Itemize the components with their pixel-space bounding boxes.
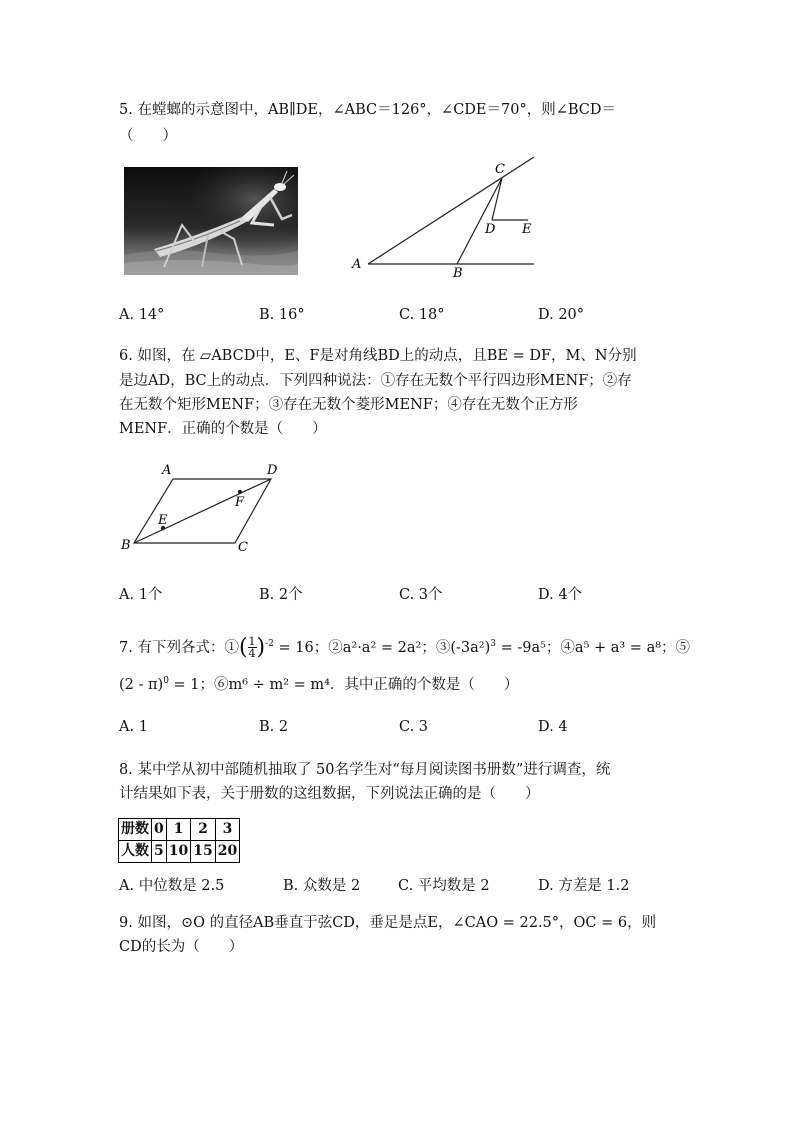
q8-option-b[interactable]: B. 众数是 2 — [283, 878, 361, 894]
q5-option-b[interactable]: B. 16° — [259, 307, 305, 323]
q6-option-a[interactable]: A. 1个 — [119, 587, 163, 603]
q8-stem-line1: 8. 某中学从初中部随机抽取了 50名学生对“每月阅读图书册数”进行调查，统 — [119, 762, 611, 778]
label-C: C — [238, 540, 248, 555]
q7-stem-line1: 7. 有下列各式：①( $\frac{1}{4}$ )$^{-2}$ = 16；②a²·a² = 2a²；$③(-3a^2)^3 = -9a^5$；④a⁵ + a³ = a⁸；⑤ — [119, 634, 691, 661]
table-cell: 2 — [191, 819, 215, 841]
q6-stem-line4: MENF．正确的个数是（ ） — [119, 421, 327, 437]
q6-option-c[interactable]: C. 3个 — [399, 587, 443, 603]
q7-exp-1: -2 — [265, 639, 274, 649]
q6-parallelogram-figure — [118, 460, 283, 555]
label-B: B — [453, 266, 463, 280]
q5-stem-line1: 5. 在螳螂的示意图中，AB∥DE，∠ABC＝126°，∠CDE＝70°，则∠BCD＝ — [119, 102, 616, 118]
q7-exp-3: 3 — [490, 639, 496, 649]
q8-option-c[interactable]: C. 平均数是 2 — [398, 878, 490, 894]
label-A: A — [162, 463, 172, 478]
table-cell: 人数 — [119, 841, 152, 863]
q7-stem-line2 — [119, 673, 518, 694]
q6-option-d[interactable]: D. 4个 — [538, 587, 583, 603]
label-C: C — [495, 162, 505, 177]
label-D: D — [267, 463, 278, 478]
q7-option-b[interactable]: B. 2 — [259, 719, 289, 735]
q7-line2-rest: = 1；⑥m⁶ ÷ m² = m⁴．其中正确的个数是（ ） — [168, 677, 519, 693]
q5-option-c[interactable]: C. 18° — [399, 307, 445, 323]
q9-stem-line1: 9. 如图，⊙O 的直径AB垂直于弦CD，垂足是点E，∠CAO = 22.5°，OC = 6，则 — [119, 915, 657, 931]
table-cell: 0 — [152, 819, 167, 841]
q8-stem-line2: 计结果如下表，关于册数的这组数据，下列说法正确的是（ ） — [119, 786, 540, 802]
q7-item1-rest: = 16；②a²·a² = 2a²；③ — [273, 639, 451, 656]
table-row — [119, 819, 240, 841]
mantis-photo — [124, 167, 298, 275]
table-cell: 册数 — [119, 819, 152, 841]
table-cell: 1 — [166, 819, 190, 841]
q6-stem-line2: 是边AD，BC上的动点．下列四种说法：①存在无数个平行四边形MENF；②存 — [119, 373, 632, 389]
q7-option-a[interactable]: A. 1 — [119, 719, 148, 735]
q8-option-a[interactable]: A. 中位数是 2.5 — [119, 878, 225, 894]
table-row — [119, 841, 240, 863]
q7-intro: 7. 有下列各式：① — [119, 639, 239, 656]
q6-option-b[interactable]: B. 2个 — [259, 587, 303, 603]
table-cell: 10 — [166, 841, 190, 863]
q5-option-a[interactable]: A. 14° — [119, 307, 165, 323]
q5-option-d[interactable]: D. 20° — [538, 307, 585, 323]
q7-exp-5: 0 — [163, 676, 169, 687]
q9-stem-line2: CD的长为（ ） — [119, 939, 244, 955]
table-cell: 3 — [215, 819, 239, 841]
q8-option-d[interactable]: D. 方差是 1.2 — [538, 878, 630, 894]
label-E: E — [522, 222, 532, 237]
q5-angle-figure — [350, 155, 540, 280]
table-cell: 20 — [215, 841, 239, 863]
label-F: F — [235, 495, 245, 510]
q7-item3-base: (-3a²) — [450, 639, 491, 656]
label-E: E — [158, 513, 168, 528]
q5-stem-line2: （ ） — [119, 128, 177, 144]
q6-stem-line3: 在无数个矩形MENF；③存在无数个菱形MENF；④存在无数个正方形 — [119, 397, 578, 413]
q7-option-c[interactable]: C. 3 — [399, 719, 429, 735]
q7-option-d[interactable]: D. 4 — [538, 719, 568, 735]
q7-fraction: $\frac{1}{4}$ — [248, 635, 256, 661]
q7-item3-rest: = -9a⁵；④a⁵ + a³ = a⁸；⑤ — [495, 639, 691, 656]
label-B: B — [121, 538, 131, 553]
q8-frequency-table — [118, 818, 240, 863]
q7-line2-base: (2 - π) — [119, 677, 164, 693]
q6-stem-line1: 6. 如图，在 ▱ABCD中，E、F是对角线BD上的动点，且BE = DF，M、N分别 — [119, 348, 637, 364]
table-cell: 15 — [191, 841, 215, 863]
label-D: D — [485, 222, 496, 237]
label-A: A — [352, 257, 362, 272]
table-cell: 5 — [152, 841, 167, 863]
